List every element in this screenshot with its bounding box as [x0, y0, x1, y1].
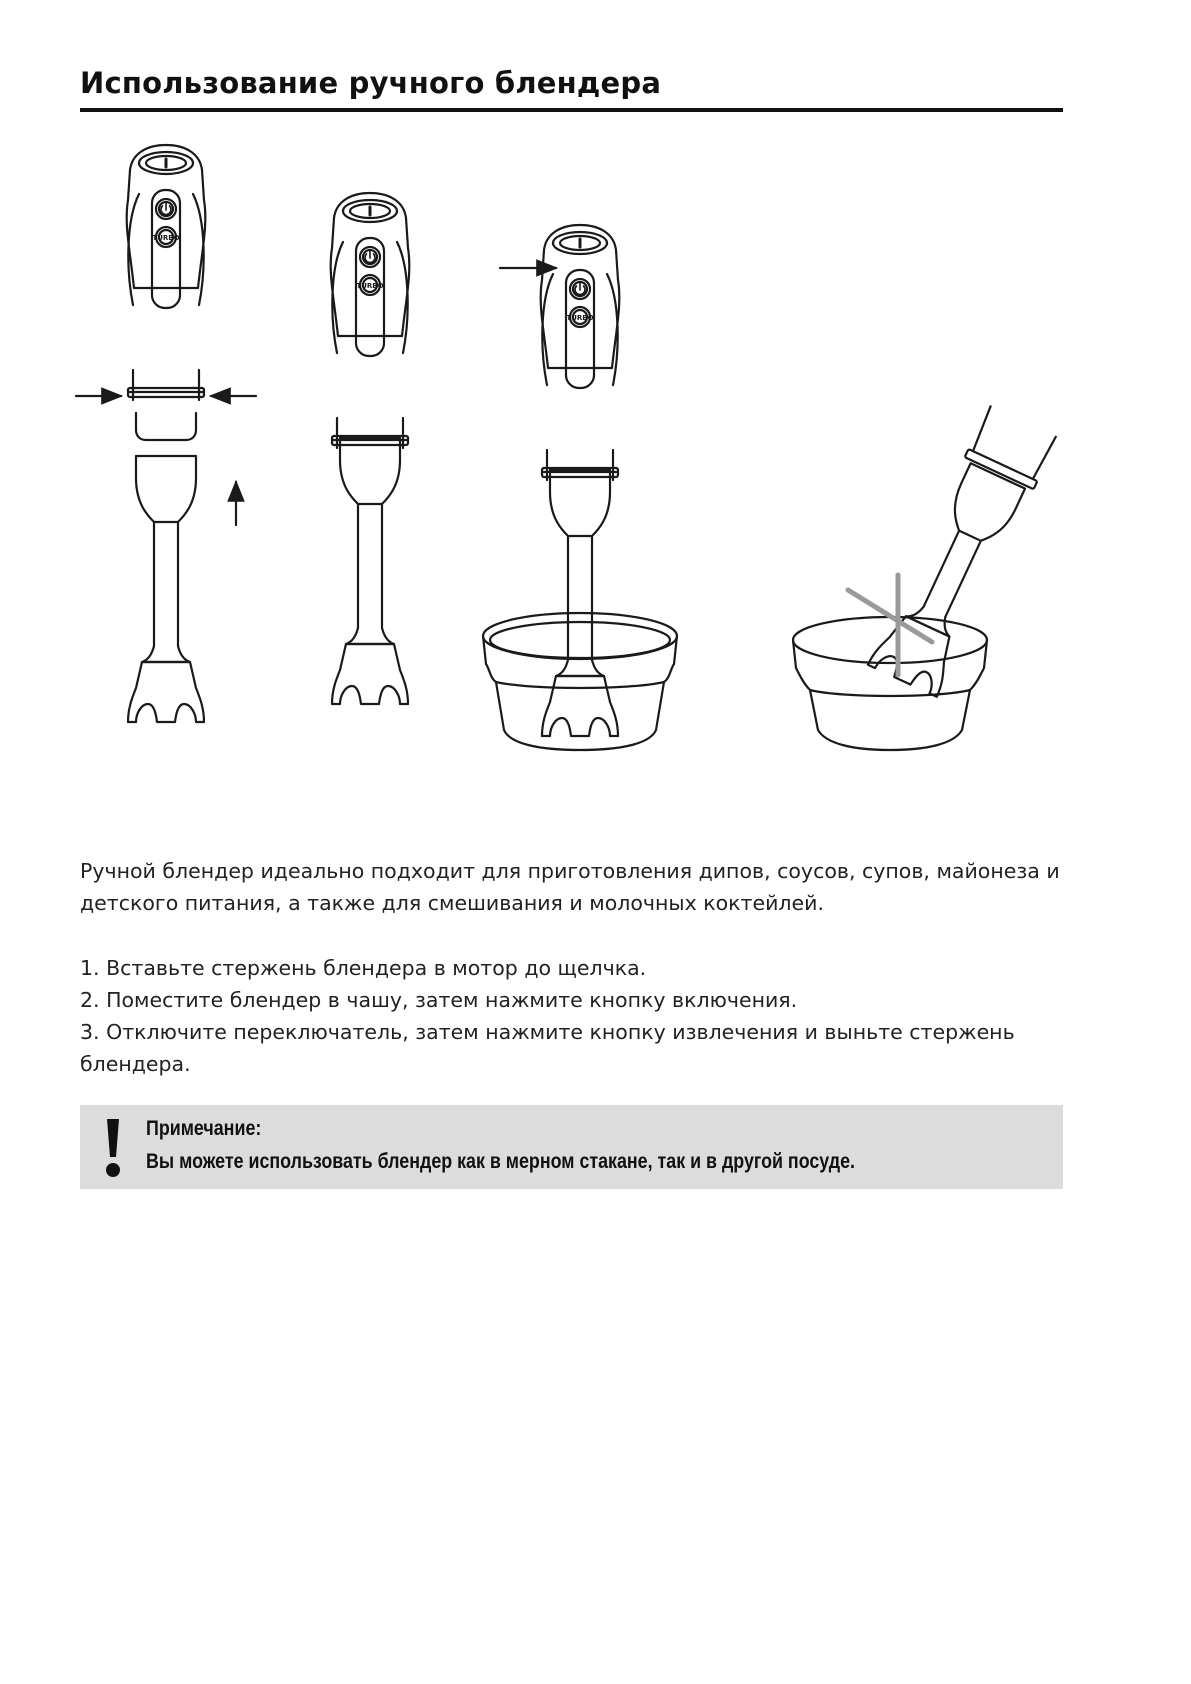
figure-2-assembled — [331, 193, 410, 704]
title-rule — [80, 108, 1063, 112]
figure-4-incorrect — [793, 405, 1058, 750]
exclamation-icon — [104, 1119, 122, 1179]
note-title: Примечание: — [146, 1117, 262, 1140]
step-3: 3. Отключите переключатель, затем нажмите кнопку извлечения и выньте стержень блендера. — [80, 1020, 1015, 1076]
page-title: Использование ручного блендера — [80, 66, 662, 100]
figure-3-in-bowl — [483, 225, 677, 750]
blender-illustrations — [60, 130, 1090, 830]
figure-1-assembly — [76, 145, 256, 722]
note-box — [80, 1105, 1063, 1189]
intro-paragraph: Ручной блендер идеально подходит для приготовления дипов, соусов, супов, майонеза и детского питания, а также для смешивания и молочных коктейлей. — [80, 859, 1060, 915]
step-2: 2. Поместите блендер в чашу, затем нажмите кнопку включения. — [80, 988, 798, 1012]
note-text: Вы можете использовать блендер как в мерном стакане, так и в другой посуде. — [146, 1150, 856, 1173]
steps-list — [80, 952, 1070, 1080]
step-1: 1. Вставьте стержень блендера в мотор до щелчка. — [80, 956, 647, 980]
